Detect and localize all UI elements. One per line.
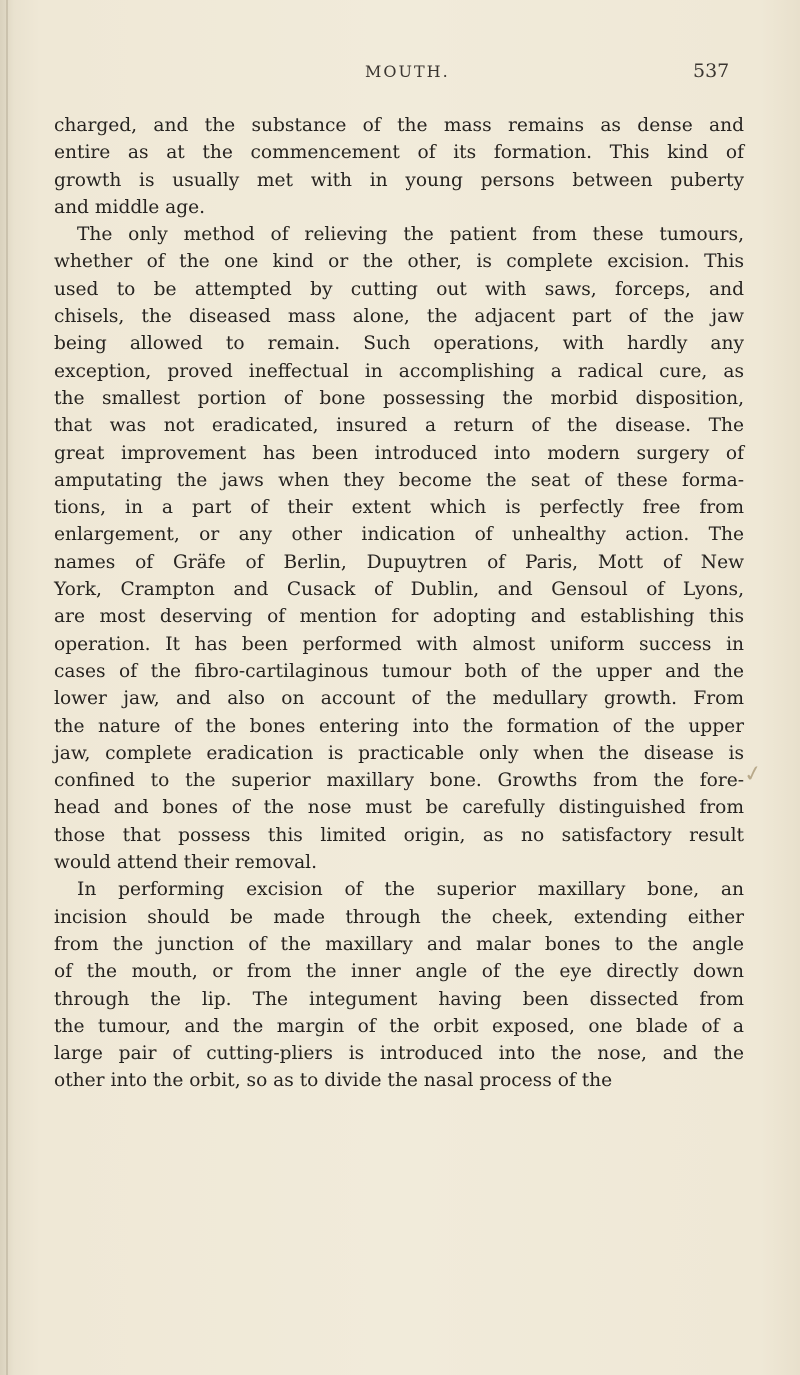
text-line: York, Crampton and Cusack of Dublin, and Gensoul of Lyons, <box>54 579 744 601</box>
text-line: exception, proved ineffectual in accomplishing a radical cure, as <box>54 360 744 382</box>
text-line: lower jaw, and also on account of the medullary growth. From <box>54 688 744 710</box>
text-line: cases of the fibro-cartilaginous tumour both of the upper and the <box>54 660 744 682</box>
running-head: MOUTH. <box>365 62 450 81</box>
text-line: the nature of the bones entering into the formation of the upper <box>54 715 744 737</box>
text-line: of the mouth, or from the inner angle of the eye directly down <box>54 961 744 983</box>
text-line: the smallest portion of bone possessing the morbid disposition, <box>54 387 744 409</box>
text-line: used to be attempted by cutting out with saws, forceps, and <box>54 278 744 300</box>
text-line: growth is usually met with in young persons between puberty <box>54 169 744 191</box>
text-line: would attend their removal. <box>54 852 318 874</box>
text-line: being allowed to remain. Such operations, with hardly any <box>54 333 744 355</box>
text-line: those that possess this limited origin, as no satisfactory result <box>54 824 744 846</box>
text-line: tions, in a part of their extent which is perfectly free from <box>54 497 744 519</box>
text-line: jaw, complete eradication is practicable only when the disease is <box>54 742 744 764</box>
paragraph-start-line: The only method of relieving the patient from these tumours, <box>77 224 744 246</box>
text-line: entire as at the commencement of its formation. This kind of <box>54 142 744 164</box>
page-header <box>0 62 800 92</box>
text-line: whether of the one kind or the other, is complete excision. This <box>54 251 744 273</box>
text-line: head and bones of the nose must be carefully distinguished from <box>54 797 744 819</box>
binding-gutter <box>6 0 8 1375</box>
pencil-tick-mark: ✓ <box>741 760 765 789</box>
text-line: through the lip. The integument having been dissected from <box>54 988 744 1010</box>
text-line: and middle age. <box>54 196 206 218</box>
text-line: that was not eradicated, insured a return of the disease. The <box>54 415 744 437</box>
text-line: great improvement has been introduced into modern surgery of <box>54 442 744 464</box>
text-line: operation. It has been performed with almost uniform success in <box>54 633 744 655</box>
text-line: from the junction of the maxillary and malar bones to the angle <box>54 933 744 955</box>
text-line: are most deserving of mention for adopting and establishing this <box>54 606 744 628</box>
text-line: large pair of cutting-pliers is introduced into the nose, and the <box>54 1043 744 1065</box>
text-line: chisels, the diseased mass alone, the adjacent part of the jaw <box>54 306 744 328</box>
text-line: incision should be made through the cheek, extending either <box>54 906 744 928</box>
text-line: names of Gräfe of Berlin, Dupuytren of Paris, Mott of New <box>54 551 744 573</box>
text-line: confined to the superior maxillary bone. Growths from the fore- <box>54 770 744 792</box>
text-line: enlargement, or any other indication of unhealthy action. The <box>54 524 744 546</box>
paragraph-start-line: In performing excision of the superior maxillary bone, an <box>77 879 744 901</box>
body-text <box>54 112 744 1095</box>
page-number: 537 <box>693 60 730 82</box>
text-line: the tumour, and the margin of the orbit exposed, one blade of a <box>54 1015 744 1037</box>
text-line: charged, and the substance of the mass remains as dense and <box>54 115 744 136</box>
text-line: amputating the jaws when they become the seat of these forma- <box>54 469 744 491</box>
text-line: other into the orbit, so as to divide the nasal process of the <box>54 1070 613 1092</box>
